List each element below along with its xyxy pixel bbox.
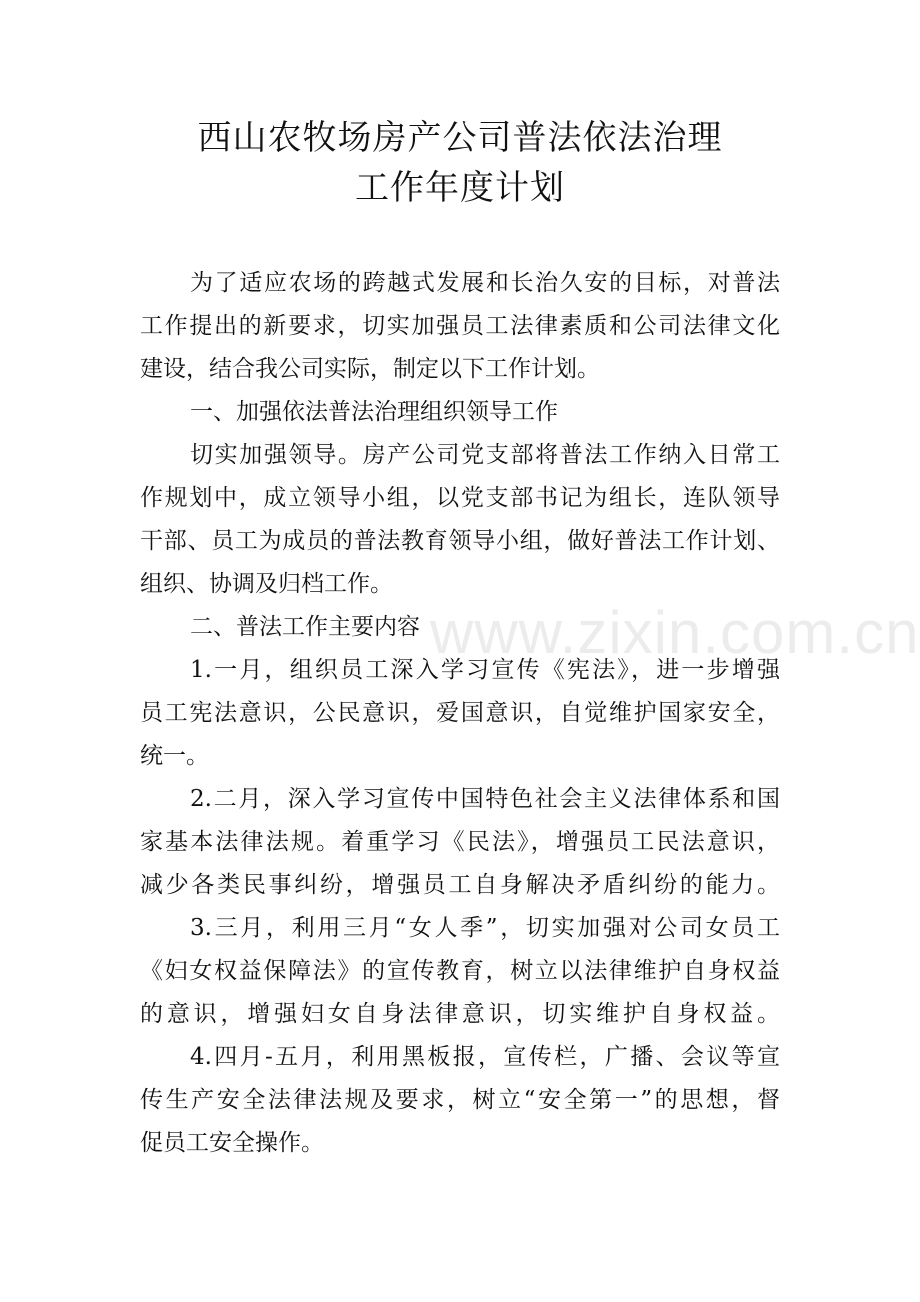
body-line: 员工宪法意识，公民意识，爱国意识，自觉维护国家安全，: [140, 700, 780, 726]
body-line: 建设，结合我公司实际，制定以下工作计划。: [140, 356, 600, 382]
document-title-line-1: 西山农牧场房产公司普法依法治理: [197, 118, 723, 158]
body-line: 为了适应农场的跨越式发展和长治久安的目标，对普法: [190, 270, 780, 296]
body-line: 传生产安全法律法规及要求，树立“安全第一”的思想，督: [140, 1087, 780, 1113]
body-line: 干部、员工为成员的普法教育领导小组，做好普法工作计划、: [140, 528, 780, 554]
watermark: www.zixin.com.cn: [430, 599, 920, 666]
body-line: 统一。: [140, 743, 209, 769]
body-line: 作规划中，成立领导小组，以党支部书记为组长，连队领导: [140, 485, 780, 511]
body-line: 1.一月，组织员工深入学习宣传《宪法》，进一步增强: [190, 657, 780, 683]
section-heading: 一、加强依法普法治理组织领导工作: [190, 399, 558, 425]
body-line: 3.三月，利用三月“女人季”，切实加强对公司女员工: [190, 915, 780, 941]
body-line: 《妇女权益保障法》的宣传教育，树立以法律维护自身权益: [140, 958, 780, 984]
body-line: 工作提出的新要求，切实加强员工法律素质和公司法律文化: [140, 313, 780, 339]
document-title-line-2: 工作年度计划: [355, 168, 565, 208]
body-line: 切实加强领导。房产公司党支部将普法工作纳入日常工: [190, 442, 780, 468]
body-line: 组织、协调及归档工作。: [140, 571, 393, 597]
body-line: 4.四月-五月，利用黑板报，宣传栏，广播、会议等宣: [190, 1044, 780, 1070]
body-line: 促员工安全操作。: [140, 1130, 324, 1156]
body-line: 家基本法律法规。着重学习《民法》，增强员工民法意识，: [140, 829, 780, 855]
body-line: 2.二月，深入学习宣传中国特色社会主义法律体系和国: [190, 786, 780, 812]
body-line: 减少各类民事纠纷，增强员工自身解决矛盾纠纷的能力。: [140, 872, 780, 898]
section-heading: 二、普法工作主要内容: [190, 614, 420, 640]
body-line: 的意识，增强妇女自身法律意识，切实维护自身权益。: [140, 1001, 780, 1027]
